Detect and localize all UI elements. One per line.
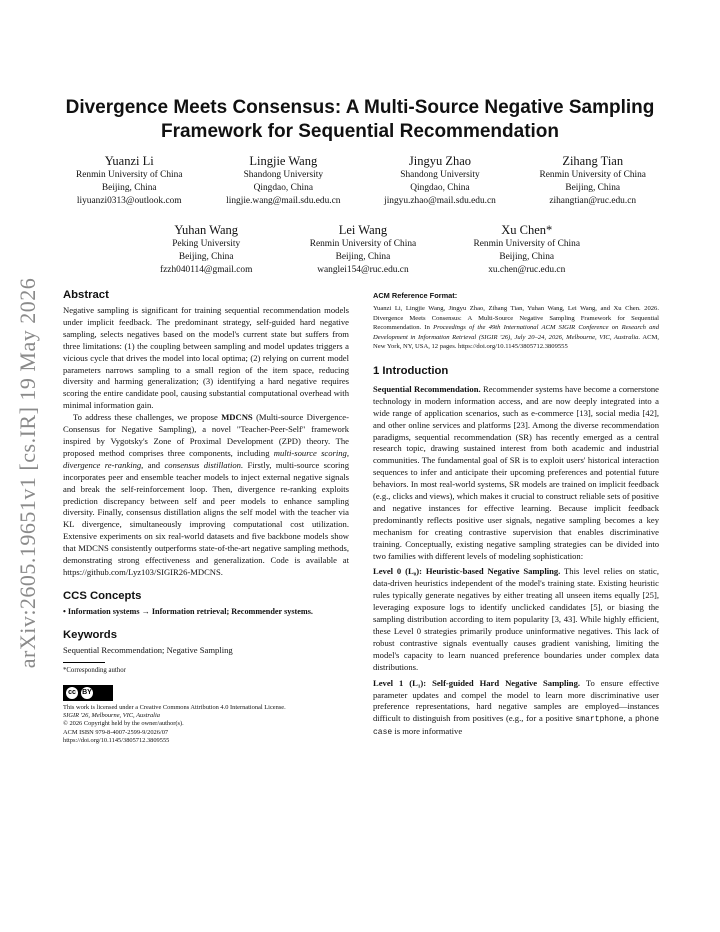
abstract-paragraph-2: To address these challenges, we propose MDCNS (Multi-source Divergence-Consensus for Negative Sampling), a novel "Teacher-Peer-Self" framework inspired by Vygotsky's Zone of Proximal Development (ZPD) theory. The proposed method comprises three components, including multi-source scoring, divergence re-ranking, and consensus distillation. Firstly, multi-source scoring incorporates peer and ensemble teacher models to inject external negative signals and break the self-reinforcement loop. Then, divergence re-ranking exploits prediction discrepancy between self and peer models to enhance sampling diversity. Finally, consensus distillation aligns the self model with the teacher via KL divergence, simultaneously improving computational cost utilization. Extensive experiments on six real-world datasets and five backbone models show that MDCNS consistently outperforms state-of-the-art negative sampling methods, demonstrating strong effectiveness and generalization. Code is available at https://github.com/Lyz103/SIGIR26-MDCNS. xyxy=(63,412,349,577)
author-block xyxy=(310,222,417,277)
license-venue: SIGIR '26, Melbourne, VIC, Australia xyxy=(63,712,160,720)
left-column xyxy=(63,288,349,746)
author-location: Beijing, China xyxy=(101,183,157,193)
cc-license-badge[interactable] xyxy=(63,685,349,701)
author-email[interactable]: fzzh040114@gmail.com xyxy=(160,265,253,275)
cc-badge xyxy=(63,685,113,701)
author-block xyxy=(226,153,340,208)
author-affiliation: Renmin University of China xyxy=(473,239,580,249)
license-copyright: © 2026 Copyright held by the owner/author(s). xyxy=(63,720,184,728)
author-location: Beijing, China xyxy=(499,252,555,262)
author-block xyxy=(160,222,252,277)
arxiv-watermark: arXiv:2605.19651v1 [cs.IR] 19 May 2026 xyxy=(15,277,40,669)
author-email[interactable]: liyuanzi0313@outlook.com xyxy=(76,196,182,206)
author-location: Qingdao, China xyxy=(253,183,313,193)
by-icon: BY xyxy=(81,687,93,699)
author-email[interactable]: jingyu.zhao@mail.sdu.edu.cn xyxy=(384,196,496,206)
author-email[interactable]: wanglei154@ruc.edu.cn xyxy=(317,265,409,275)
title-line-1: Divergence Meets Consensus: A Multi-Source Negative Sampling xyxy=(65,97,655,118)
author-affiliation: Renmin University of China xyxy=(309,239,417,249)
intro-paragraph-1: Sequential Recommendation. Recommender systems have become a cornerstone technology in modern information access, and are now deeply integrated into a wide range of application scenarios, such as e-commerce [13], social media [42], and other online services and platforms [23]. Among the diverse recommendation paradigms, sequential recommendation (SR) has recently emerged as a central research topic, drawing sustained interest from both academic and industrial communities. The fundamental goal of SR is to exploit users' historical interaction sequences to infer and anticipate their upcoming preferences and potential future behaviors. In most real-world systems, SR models are trained on implicit feedback (e.g., clicks and views), which makes it crucial to construct reliable sets of positive and negative instances for effective learning. Because implicit feedback predominantly reflects positive user signals, negative sampling becomes a key mechanism for creating contrastive supervision that enables discriminative training. Conceptually, existing negative sampling strategies can be divided into two families with different levels of modeling sophistication: xyxy=(373,383,660,561)
author-block xyxy=(539,153,646,208)
author-location: Beijing, China xyxy=(335,252,391,262)
footnote: *Corresponding author xyxy=(63,666,126,674)
license-isbn: ACM ISBN 979-8-4007-2599-9/2026/07 xyxy=(63,728,169,736)
author-name: Xu Chen* xyxy=(501,223,553,237)
abstract-heading: Abstract xyxy=(63,289,109,301)
author-affiliation: Peking University xyxy=(172,239,241,249)
author-block xyxy=(473,222,580,277)
title-line-2: Framework for Sequential Recommendation xyxy=(160,121,560,142)
ccs-text: • Information systems → Information retrieval; Recommender systems. xyxy=(63,606,313,616)
acm-reference-heading: ACM Reference Format: xyxy=(373,291,458,300)
footnote-rule xyxy=(63,662,105,663)
acm-reference-text: Yuanzi Li, Lingjie Wang, Jingyu Zhao, Zihang Tian, Yuhan Wang, Lei Wang, and Xu Chen. 2026. Divergence Meets Consensus: A Multi-Source Negative Sampling Framework for Sequential Recommendation. In Proceedings of the 49th International ACM SIGIR Conference on Research and Development in Information Retrieval (SIGIR '26), July 20–24, 2026, Melbourne, VIC, Australia. ACM, New York, NY, USA, 12 pages. https://doi.org/10.1145/3805712.3809555 xyxy=(373,304,659,351)
author-location: Beijing, China xyxy=(178,252,234,262)
cc-icon: cc xyxy=(66,687,78,699)
authors-row-2 xyxy=(160,222,580,277)
license-line-1: This work is licensed under a Creative Commons Attribution 4.0 International License. xyxy=(63,703,286,711)
author-name: Lei Wang xyxy=(338,223,388,237)
author-email[interactable]: zihangtian@ruc.edu.cn xyxy=(549,196,637,206)
author-name: Jingyu Zhao xyxy=(408,154,472,168)
author-block xyxy=(384,153,496,208)
abstract-paragraph-1: Negative sampling is significant for training sequential recommendation models under implicit feedback. The predominant strategy, self-guided hard negative sampling, selects negatives based on the model's current state but suffers from three limitations: (1) the coupling between sampling and model updates triggers a vicious cycle that drives the model into local optima; (2) relying on current model parameters narrows sampling to a small region of the item space, reducing diversity and harming generalization; (3) identifying a hard negative requires scoring the entire candidate pool, causing substantial computational overhead with minimal information gain. xyxy=(63,305,349,411)
author-affiliation: Renmin University of China xyxy=(76,170,183,180)
license-block xyxy=(63,704,349,746)
author-affiliation: Renmin University of China xyxy=(539,170,646,180)
intro-paragraph-3: Level 1 (L₁): Self-guided Hard Negative Sampling. To ensure effective parameter updates and compel the model to learn more discriminative user preference representations, hard negative samples are employed—instances difficult to distinguish from positives (e.g., for a positive smartphone, a phone case is more informative xyxy=(373,677,660,738)
paper-title xyxy=(56,96,664,144)
author-affiliation: Shandong University xyxy=(243,170,324,180)
author-name: Lingjie Wang xyxy=(249,154,318,168)
authors-row-1 xyxy=(76,153,646,208)
license-doi[interactable]: https://doi.org/10.1145/3805712.3809555 xyxy=(63,737,170,745)
author-block xyxy=(76,153,183,208)
author-email[interactable]: lingjie.wang@mail.sdu.edu.cn xyxy=(226,196,341,206)
keywords-heading: Keywords xyxy=(63,628,117,641)
author-affiliation: Shandong University xyxy=(400,170,480,180)
author-email[interactable]: xu.chen@ruc.edu.cn xyxy=(488,265,566,275)
right-column xyxy=(373,290,659,739)
intro-paragraph-2: Level 0 (L₀): Heuristic-based Negative Sampling. This level relies on static, data-driven heuristics independent of the model's training state. Existing heuristic rules typically generate negatives by either treating all unseen items equally [25], leveraging exposure logs to identify unclicked candidates [5], or biasing the sampling distribution according to item popularity [3, 43]. While highly efficient, these Level 0 strategies primarily produce uninformative negatives. This lack of robust contrastive signals eventually causes gradient vanishing, limiting the model's capacity to learn nuanced preference boundaries under complex data distributions. xyxy=(373,566,659,672)
keywords-text: Sequential Recommendation; Negative Sampling xyxy=(63,644,233,655)
ccs-heading: CCS Concepts xyxy=(63,589,142,602)
introduction-heading: 1 Introduction xyxy=(373,364,449,377)
author-location: Beijing, China xyxy=(565,183,621,193)
author-name: Yuhan Wang xyxy=(174,223,239,237)
author-name: Yuanzi Li xyxy=(104,154,154,168)
author-location: Qingdao, China xyxy=(410,183,470,193)
author-name: Zihang Tian xyxy=(562,154,624,168)
